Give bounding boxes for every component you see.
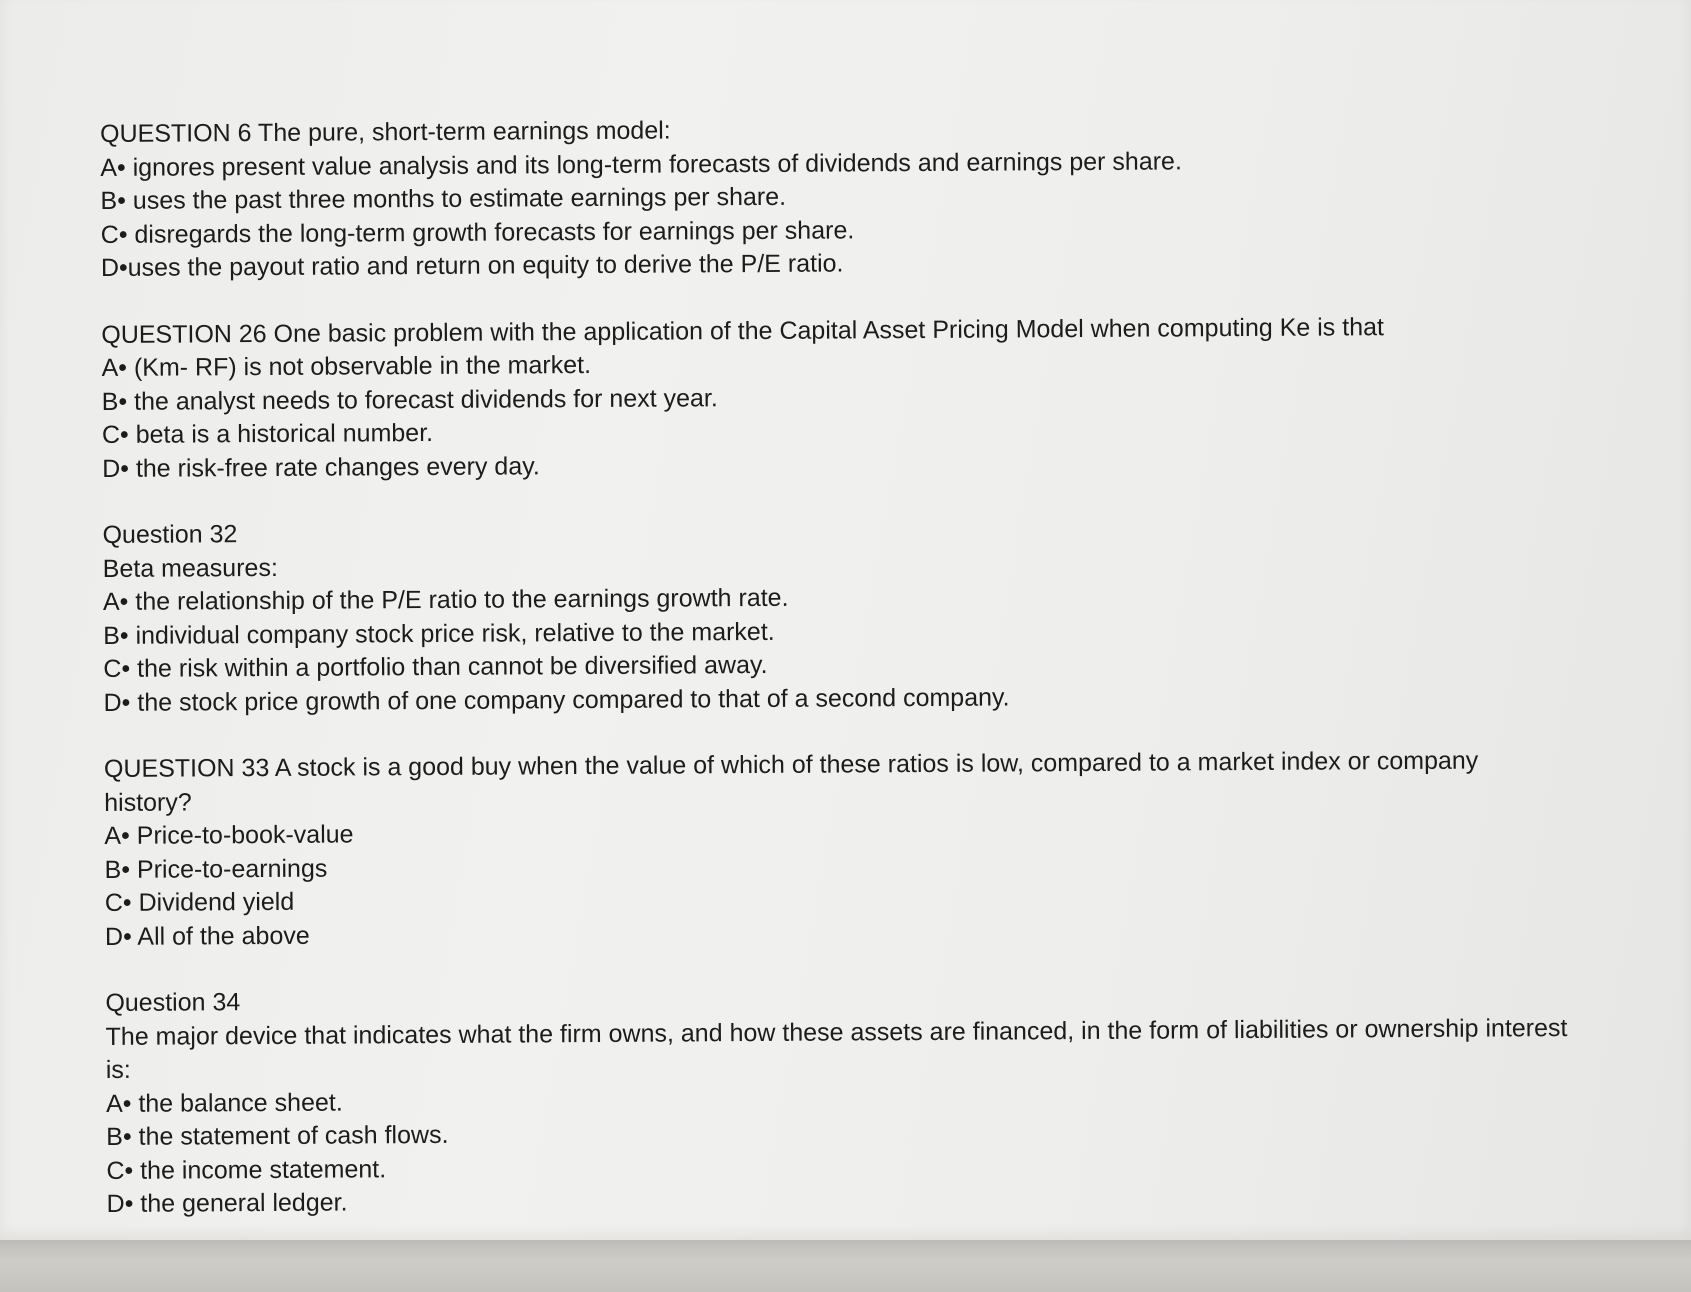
question-stem: The major device that indicates what the firm owns, and how these assets are financed, in the form of liabilities or ownership interest [105,1013,1568,1051]
option-c: C• beta is a historical number. [101,418,434,449]
question-heading: Question 32 [102,520,238,549]
option-d: D• the stock price growth of one company compared to that of a second company. [103,682,1010,717]
option-c: C• disregards the long-term growth forecasts for earnings per share. [100,215,855,249]
option-d: D•uses the payout ratio and return on equity to derive the P/E ratio. [100,249,844,282]
option-a: A• ignores present value analysis and its long-term forecasts of dividends and earnings per share. [100,146,1182,182]
option-c: C• the risk within a portfolio than cannot be diversified away. [103,650,768,683]
question-stem: QUESTION 26 One basic problem with the application of the Capital Asset Pricing Model when computing Ke is that [101,312,1384,349]
question-6 [100,108,1661,285]
option-d: D• All of the above [104,921,310,951]
question-32 [102,509,1663,720]
option-b: B• the analyst needs to forecast dividends for next year. [101,383,718,416]
option-a: A• (Km- RF) is not observable in the market. [101,351,592,382]
question-stem-continued: is: [105,1055,131,1084]
option-b: B• the statement of cash flows. [106,1120,449,1151]
question-stem: Beta measures: [102,553,278,583]
option-b: B• uses the past three months to estimate earnings per share. [100,182,787,215]
option-d: D• the general ledger. [106,1188,348,1218]
question-heading: Question 34 [105,988,241,1017]
option-a: A• the relationship of the P/E ratio to the earnings growth rate. [102,583,789,616]
option-d: D• the risk-free rate changes every day. [102,451,540,483]
question-33 [104,743,1665,954]
option-a: A• the balance sheet. [105,1088,343,1118]
option-a: A• Price-to-book-value [104,820,354,850]
question-26 [101,309,1662,486]
option-b: B• individual company stock price risk, relative to the market. [103,617,775,650]
option-c: C• Dividend yield [104,887,295,917]
question-stem: QUESTION 6 The pure, short-term earnings model: [100,116,671,148]
question-34 [105,977,1666,1221]
question-stem-continued: history? [104,787,192,817]
question-stem: QUESTION 33 A stock is a good buy when the value of which of these ratios is low, compared to a market index or company [103,746,1479,783]
question-list [100,108,1667,1254]
option-b: B• Price-to-earnings [104,854,328,884]
option-c: C• the income statement. [106,1154,387,1185]
